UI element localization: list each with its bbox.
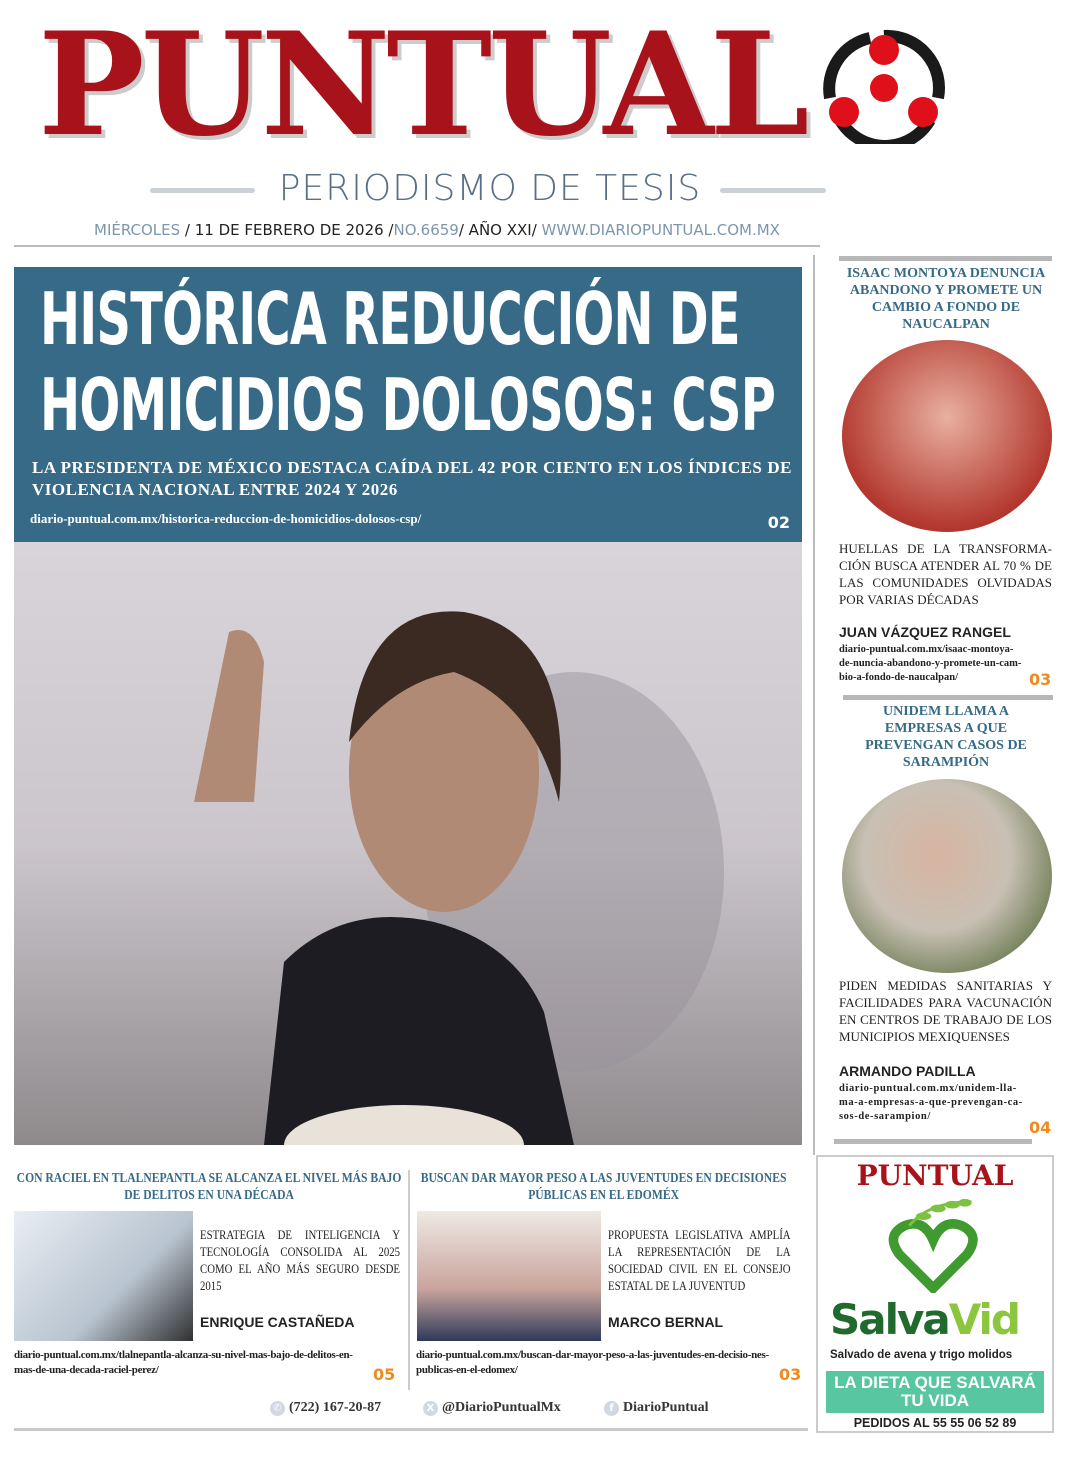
side-headline[interactable]: UNIDEM LLAMA A EMPRESAS A QUE PREVENGAN CASOS DE SARAMPIÓN — [865, 704, 1027, 770]
lead-photo — [14, 542, 802, 1145]
weekday: MIÉRCOLES — [94, 221, 181, 239]
article-url[interactable]: diario-puntual.com.mx/tlalnepantla-alcanza-su-nivel-mas-bajo-de-delitos-en-mas-de-una-decada-raciel-perez/ — [14, 1349, 353, 1376]
twitter-link[interactable] — [423, 1400, 561, 1416]
ad-description: Salvado de avena y trigo molidos — [830, 1349, 1013, 1361]
facebook-icon: f — [604, 1401, 619, 1416]
brand-part: Vid — [948, 1295, 1019, 1344]
article-url[interactable]: diario-puntual.com.mx/unidem-lla-ma-a-empresas-a-que-prevengan-ca-sos-de-sarampion/ — [839, 1083, 1023, 1122]
dateline — [94, 221, 780, 239]
divider — [843, 695, 1053, 700]
bottom-headline[interactable]: CON RACIEL EN TLALNEPANTLA SE ALCANZA EL NIVEL MÁS BAJO DE DELITOS EN UNA DÉCADA — [16, 1171, 402, 1203]
bottom-headline[interactable]: BUSCAN DAR MAYOR PESO A LAS JUVENTUDES EN DECISIONES PÚBLICAS EN EL EDOMÉX — [420, 1171, 787, 1203]
issue-number: NO.6659 — [393, 221, 459, 239]
article-url[interactable]: diario-puntual.com.mx/buscan-dar-mayor-peso-a-las-juventudes-en-decisio-nes-publicas-en-el-edomex/ — [416, 1349, 769, 1376]
lead-subhead: LA PRESIDENTA DE MÉXICO DESTACA CAÍDA DEL 42 POR CIENTO EN LOS ÍNDICES DE VIOLENCIA NACIONAL ENTRE 2024 Y 2026 — [32, 458, 792, 499]
facebook-handle: DiarioPuntual — [623, 1400, 709, 1415]
headline-line: HOMICIDIOS DOLOSOS: CSP — [40, 363, 776, 447]
ad-brand — [830, 1295, 1019, 1344]
divider — [839, 256, 1052, 261]
author: ENRIQUE CASTAÑEDA — [200, 1314, 355, 1330]
x-icon: X — [423, 1401, 438, 1416]
year: / AÑO XXI/ — [458, 221, 542, 239]
page-number: 05 — [373, 1365, 396, 1384]
page-number: 03 — [779, 1365, 802, 1384]
lead-story — [14, 267, 802, 542]
page-number: 04 — [1029, 1118, 1052, 1137]
page-number: 03 — [1029, 670, 1052, 689]
article-photo — [14, 1211, 193, 1341]
page-number: 02 — [767, 513, 790, 532]
phone-contact[interactable] — [270, 1400, 381, 1416]
side-summary: PIDEN MEDIDAS SANITARIAS Y FACILIDADES PARA VACUNACIÓN EN CENTROS DE TRABAJO DE LOS MUNICIPIOS MEXIQUENSES — [839, 978, 1052, 1044]
divider — [834, 1139, 1032, 1144]
website-link[interactable]: WWW.DIARIOPUNTUAL.COM.MX — [541, 221, 780, 239]
heart-wheat-icon — [878, 1197, 998, 1293]
masthead-title: PUNTUAL — [38, 2, 806, 168]
divider — [14, 245, 820, 247]
side-summary: HUELLAS DE LA TRANSFORMA-CIÓN BUSCA ATENDER AL 70 % DE LAS COMUNIDADES OLVIDADAS POR VARIAS DÉCADAS — [839, 541, 1052, 607]
column-divider — [813, 255, 815, 1155]
author: ARMANDO PADILLA — [839, 1063, 976, 1079]
tagline: PERIODISMO DE TESIS — [278, 168, 702, 209]
author: JUAN VÁZQUEZ RANGEL — [839, 624, 1011, 640]
article-photo — [417, 1211, 601, 1341]
side-photo — [842, 340, 1052, 532]
brand-part: Salva — [830, 1295, 949, 1344]
phone-number: (722) 167-20-87 — [289, 1400, 382, 1415]
date: / 11 DE FEBRERO DE 2026 / — [180, 221, 394, 239]
divider — [14, 1428, 808, 1431]
column-divider — [408, 1170, 410, 1390]
ad-orders: PEDIDOS AL 55 55 06 52 89 — [853, 1416, 1017, 1430]
author: MARCO BERNAL — [608, 1314, 724, 1330]
advertisement[interactable] — [816, 1155, 1054, 1433]
ad-slogan: LA DIETA QUE SALVARÁ TU VIDA — [826, 1371, 1044, 1413]
side-photo — [842, 779, 1052, 973]
headline-line: HISTÓRICA REDUCCIÓN DE — [40, 277, 740, 361]
phone-icon: ✆ — [270, 1401, 285, 1416]
ad-title: PUNTUAL — [856, 1159, 1014, 1192]
facebook-link[interactable] — [604, 1400, 709, 1416]
article-url[interactable]: diario-puntual.com.mx/isaac-montoya-de-nuncia-abandono-y-promete-un-cam-bio-a-fondo-de-naucalpan/ — [839, 644, 1022, 683]
side-headline[interactable]: ISAAC MONTOYA DENUNCIA ABANDONO Y PROMETE UN CAMBIO A FONDO DE NAUCALPAN — [846, 266, 1046, 332]
lead-url[interactable]: diario-puntual.com.mx/historica-reduccion-de-homicidios-dolosos-csp/ — [30, 511, 422, 526]
twitter-handle: @DiarioPuntualMx — [442, 1400, 561, 1415]
article-summary: ESTRATEGIA DE INTELIGENCIA Y TECNOLOGÍA CONSOLIDA AL 2025 COMO EL AÑO MÁS SEGURO DESDE 2015 — [200, 1227, 401, 1293]
article-summary: PROPUESTA LEGISLATIVA AMPLÍA LA REPRESENTACIÓN DE LA SOCIEDAD CIVIL EN EL CONSEJO ESTATAL DE LA JUVENTUD — [608, 1227, 791, 1293]
logo-icon — [820, 28, 948, 144]
